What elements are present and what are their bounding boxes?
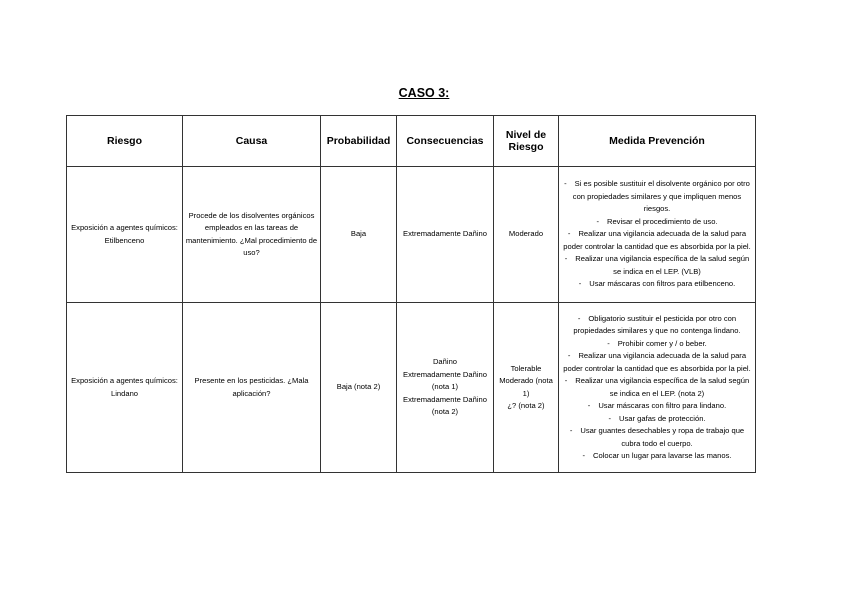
header-causa: Causa	[183, 116, 321, 167]
probabilidad-cell: Baja (nota 2)	[321, 303, 397, 473]
medida-item: - Colocar un lugar para lavarse las manos.	[582, 451, 732, 460]
medida-item: - Realizar una vigilancia específica de la salud según se indica en el LEP. (nota 2)	[564, 376, 750, 398]
causa-cell: Presente en los pesticidas. ¿Mala aplicación?	[183, 303, 321, 473]
header-riesgo: Riesgo	[67, 116, 183, 167]
causa-cell: Procede de los disolventes orgánicos empleados en las tareas de mantenimiento. ¿Mal procedimiento de uso?	[183, 167, 321, 303]
nivel-riesgo-cell	[494, 167, 559, 303]
consecuencias-cell	[397, 167, 494, 303]
medida-item: - Prohibir comer y / o beber.	[607, 338, 707, 348]
probabilidad-cell: Baja	[321, 167, 397, 303]
table-row	[67, 167, 756, 303]
medida-item: - Revisar el procedimiento de uso.	[596, 216, 718, 226]
riesgo-cell: Exposición a agentes químicos: Etilbenceno	[67, 167, 183, 303]
consecuencia-line: Extremadamente Dañino	[403, 229, 487, 239]
table-row	[67, 303, 756, 473]
medidas-cell	[559, 303, 756, 473]
medida-item: - Usar máscaras con filtros para etilbenceno.	[578, 279, 736, 289]
header-row	[67, 116, 756, 167]
consecuencia-line: Dañino	[432, 357, 458, 367]
consecuencia-line: Extremadamente Dañino (nota 1)	[403, 369, 487, 392]
nivel-line: ¿? (nota 2)	[507, 401, 545, 410]
header-medida-prevencion: Medida Prevención	[559, 116, 756, 167]
medidas-list	[561, 178, 753, 291]
nivel-riesgo-cell	[494, 303, 559, 473]
nivel-line: Moderado (nota 1)	[499, 376, 553, 398]
header-nivel-riesgo: Nivel de Riesgo	[494, 116, 559, 167]
header-probabilidad: Probabilidad	[321, 116, 397, 167]
medida-item: - Realizar una vigilancia adecuada de la salud para poder controlar la cantidad que es absorbida por la piel.	[563, 351, 751, 373]
riesgo-cell: Exposición a agentes químicos: Lindano	[67, 303, 183, 473]
consecuencia-line: Extremadamente Dañino (nota 2)	[403, 394, 487, 417]
nivel-line: Tolerable	[510, 363, 542, 373]
medida-item: - Obligatorio sustituir el pesticida por otro con propiedades similares y que no contenga lindano.	[573, 313, 741, 335]
risk-table	[66, 115, 756, 473]
medida-item: - Usar gafas de protección.	[608, 413, 706, 423]
page-title: CASO 3:	[398, 86, 450, 100]
medida-item: - Usar guantes desechables y ropa de trabajo que cubra todo el cuerpo.	[569, 426, 745, 448]
consecuencias-cell	[397, 303, 494, 473]
medida-item: - Usar máscaras con filtro para lindano.	[587, 401, 727, 410]
medida-item: - Realizar una vigilancia específica de la salud según se indica en el LEP. (VLB)	[564, 254, 750, 276]
medida-item: - Realizar una vigilancia adecuada de la salud para poder controlar la cantidad que es absorbida por la piel.	[563, 229, 751, 251]
nivel-line: Moderado	[508, 229, 544, 239]
medidas-list	[561, 313, 753, 463]
medida-item: - Si es posible sustituir el disolvente orgánico por otro con propiedades similares y que impliquen menos riesgos.	[564, 179, 750, 214]
header-consecuencias: Consecuencias	[397, 116, 494, 167]
medidas-cell	[559, 167, 756, 303]
